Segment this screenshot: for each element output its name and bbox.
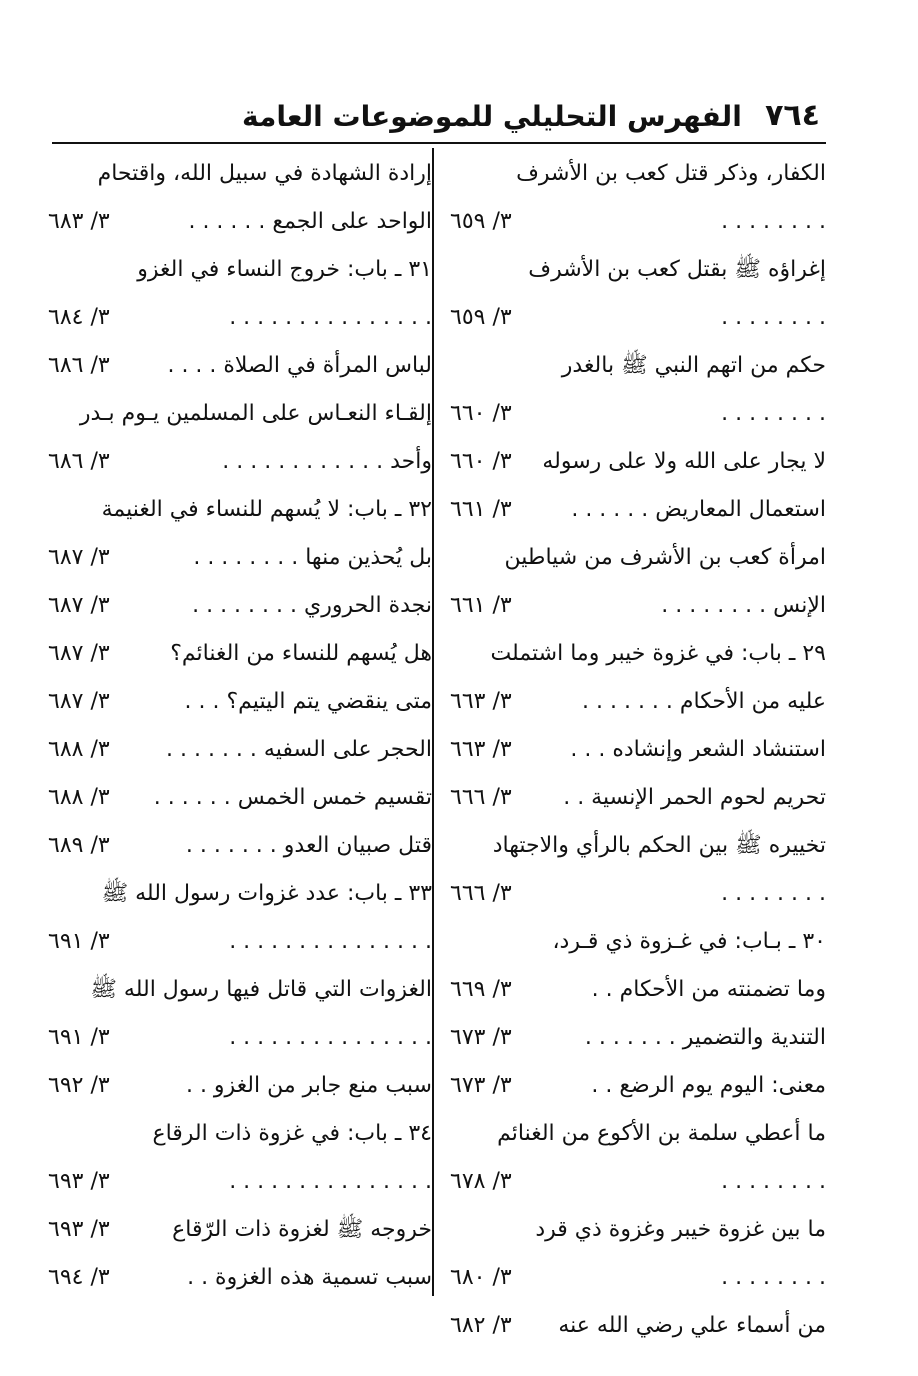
index-entry xyxy=(450,198,826,246)
index-entry xyxy=(450,726,826,774)
index-entry xyxy=(450,1110,826,1158)
index-entry xyxy=(450,294,826,342)
index-entry xyxy=(48,630,432,678)
index-entry-text: الحجر على السفيه . . . . . . . xyxy=(166,737,432,762)
index-entry xyxy=(450,582,826,630)
index-entry-reference: ٣/ ٦٨٧ xyxy=(48,689,110,714)
index-entry xyxy=(48,1014,432,1062)
index-entry xyxy=(450,822,826,870)
index-entry xyxy=(48,774,432,822)
index-entry xyxy=(450,534,826,582)
index-entry-reference: ٣/ ٦٩٤ xyxy=(48,1265,110,1290)
index-entry-text: حكم من اتهم النبي ﷺ بالغدر xyxy=(561,353,826,378)
index-entry xyxy=(450,630,826,678)
index-entry-reference: ٣/ ٦٨٣ xyxy=(48,209,110,234)
index-entry-text: إلقـاء النعـاس على المسلمين يـوم بـدر xyxy=(79,401,432,426)
index-entry-text: . . . . . . . . xyxy=(721,1169,826,1194)
index-column-left xyxy=(48,150,432,1302)
index-entry-text: لباس المرأة في الصلاة . . . . xyxy=(167,353,432,378)
index-entry-reference: ٣/ ٦٩١ xyxy=(48,929,110,954)
index-entry xyxy=(450,918,826,966)
index-entry xyxy=(48,294,432,342)
index-entry xyxy=(48,582,432,630)
index-entry-reference: ٣/ ٦٨٢ xyxy=(450,1313,512,1338)
index-entry-reference: ٣/ ٦٦٣ xyxy=(450,689,512,714)
index-entry xyxy=(48,198,432,246)
index-entry-reference: ٣/ ٦٦٩ xyxy=(450,977,512,1002)
index-entry-text: . . . . . . . . . . . . . . . xyxy=(229,1169,432,1194)
index-entry xyxy=(450,1302,826,1350)
index-entry-reference: ٣/ ٦٦٠ xyxy=(450,449,512,474)
index-entry-text: ٢٩ ـ باب: في غزوة خيبر وما اشتملت xyxy=(490,641,826,666)
index-entry-reference: ٣/ ٦٨٦ xyxy=(48,449,110,474)
index-entry-reference: ٣/ ٦٩٢ xyxy=(48,1073,110,1098)
index-entry-text: خروجه ﷺ لغزوة ذات الرّقاع xyxy=(172,1217,432,1242)
index-entry-text: الكفار، وذكر قتل كعب بن الأشرف xyxy=(516,161,826,186)
index-entry-reference: ٣/ ٦٨٦ xyxy=(48,353,110,378)
index-entry-text: . . . . . . . . . . . . . . . xyxy=(229,1025,432,1050)
index-entry-reference: ٣/ ٦٧٣ xyxy=(450,1073,512,1098)
index-entry-reference: ٣/ ٦٨٧ xyxy=(48,545,110,570)
page-number: ٧٦٤ xyxy=(765,98,820,133)
index-entry-text: ٣٣ ـ باب: عدد غزوات رسول الله ﷺ xyxy=(101,881,432,906)
index-entry-reference: ٣/ ٦٩٣ xyxy=(48,1169,110,1194)
index-entry xyxy=(450,1014,826,1062)
index-entry xyxy=(48,150,432,198)
index-entry xyxy=(48,918,432,966)
index-entry-text: قتل صبيان العدو . . . . . . . xyxy=(185,833,432,858)
index-entry-text: . . . . . . . . . . . . . . . xyxy=(229,929,432,954)
index-entry-text: ٣٢ ـ باب: لا يُسهم للنساء في الغنيمة xyxy=(101,497,432,522)
index-entry-text: . . . . . . . . xyxy=(721,209,826,234)
index-entry xyxy=(450,438,826,486)
index-entry-text: هل يُسهم للنساء من الغنائم؟ xyxy=(170,641,432,666)
index-entry xyxy=(450,966,826,1014)
index-entry xyxy=(48,390,432,438)
index-entry xyxy=(48,678,432,726)
index-entry-text: تحريم لحوم الحمر الإنسية . . xyxy=(563,785,826,810)
index-entry xyxy=(48,1206,432,1254)
index-entry-text: معنى: اليوم يوم الرضع . . xyxy=(591,1073,826,1098)
index-entry-text: ٣٤ ـ باب: في غزوة ذات الرقاع xyxy=(152,1121,432,1146)
index-entry-text: . . . . . . . . xyxy=(721,305,826,330)
index-entry xyxy=(48,1110,432,1158)
index-entry xyxy=(48,1254,432,1302)
index-entry-text: سبب تسمية هذه الغزوة . . xyxy=(187,1265,432,1290)
index-entry-reference: ٣/ ٦٥٩ xyxy=(450,209,512,234)
index-entry-text: امرأة كعب بن الأشرف من شياطين xyxy=(504,545,826,570)
index-entry xyxy=(48,342,432,390)
index-entry xyxy=(48,822,432,870)
index-entry-reference: ٣/ ٦٨٩ xyxy=(48,833,110,858)
index-entry xyxy=(450,342,826,390)
index-entry-reference: ٣/ ٦٥٩ xyxy=(450,305,512,330)
index-entry-text: . . . . . . . . xyxy=(721,881,826,906)
index-entry xyxy=(48,870,432,918)
index-entry xyxy=(450,774,826,822)
index-entry-text: استنشاد الشعر وإنشاده . . . xyxy=(570,737,826,762)
index-entry-text: الواحد على الجمع . . . . . . xyxy=(188,209,432,234)
index-entry-text: متى ينقضي يتم اليتيم؟ . . . xyxy=(184,689,432,714)
index-entry xyxy=(48,1158,432,1206)
index-entry xyxy=(450,1206,826,1254)
index-entry-text: التندية والتضمير . . . . . . . xyxy=(584,1025,826,1050)
index-entry-text: وأحد . . . . . . . . . . . . xyxy=(222,449,432,474)
index-entry-text: بل يُحذين منها . . . . . . . . xyxy=(193,545,432,570)
index-entry-text: لا يجار على الله ولا على رسوله xyxy=(542,449,826,474)
index-entry xyxy=(450,486,826,534)
index-entry-reference: ٣/ ٦٧٣ xyxy=(450,1025,512,1050)
index-entry-reference: ٣/ ٦٦٣ xyxy=(450,737,512,762)
index-entry-text: . . . . . . . . xyxy=(721,1265,826,1290)
index-entry xyxy=(450,1062,826,1110)
index-entry xyxy=(450,1158,826,1206)
index-entry-text: . . . . . . . . . . . . . . . xyxy=(229,305,432,330)
index-entry-text: نجدة الحروري . . . . . . . . xyxy=(192,593,432,618)
index-entry-text: الإنس . . . . . . . . xyxy=(661,593,826,618)
index-column-right xyxy=(450,150,826,1350)
index-entry-text: تقسيم خمس الخمس . . . . . . xyxy=(153,785,432,810)
index-entry xyxy=(48,966,432,1014)
index-entry-text: وما تضمنته من الأحكام . . xyxy=(591,977,826,1002)
index-entry-text: ٣٠ ـ بـاب: في غـزوة ذي قـرد، xyxy=(552,929,826,954)
index-entry-reference: ٣/ ٦٨٨ xyxy=(48,785,110,810)
index-entry-text: سبب منع جابر من الغزو . . xyxy=(185,1073,432,1098)
index-entry-reference: ٣/ ٦٨٧ xyxy=(48,641,110,666)
index-entry xyxy=(450,390,826,438)
index-entry xyxy=(450,246,826,294)
page-header xyxy=(52,92,826,144)
index-entry xyxy=(450,1254,826,1302)
index-entry-text: . . . . . . . . xyxy=(721,401,826,426)
index-entry xyxy=(450,870,826,918)
index-entry-reference: ٣/ ٦٩٣ xyxy=(48,1217,110,1242)
index-entry-text: استعمال المعاريض . . . . . . xyxy=(571,497,826,522)
index-entry-text: تخييره ﷺ بين الحكم بالرأي والاجتهاد xyxy=(492,833,826,858)
index-entry-text: من أسماء علي رضي الله عنه xyxy=(558,1313,826,1338)
index-entry-text: ٣١ ـ باب: خروج النساء في الغزو xyxy=(137,257,432,282)
index-entry xyxy=(48,246,432,294)
index-entry-text: الغزوات التي قاتل فيها رسول الله ﷺ xyxy=(90,977,432,1002)
index-entry-reference: ٣/ ٦٦١ xyxy=(450,497,512,522)
index-entry-reference: ٣/ ٦٦٠ xyxy=(450,401,512,426)
index-entry-text: عليه من الأحكام . . . . . . . xyxy=(582,689,826,714)
index-entry xyxy=(48,1062,432,1110)
index-entry xyxy=(48,726,432,774)
index-entry-reference: ٣/ ٦٦٦ xyxy=(450,785,512,810)
index-entry-text: إرادة الشهادة في سبيل الله، واقتحام xyxy=(97,161,432,186)
index-entry-text: ما أعطي سلمة بن الأكوع من الغنائم xyxy=(497,1121,826,1146)
running-title: الفهرس التحليلي للموضوعات العامة xyxy=(242,100,742,133)
index-entry xyxy=(450,150,826,198)
index-entry-reference: ٣/ ٦٦٦ xyxy=(450,881,512,906)
index-entry-reference: ٣/ ٦٨٤ xyxy=(48,305,110,330)
index-entry-reference: ٣/ ٦٩١ xyxy=(48,1025,110,1050)
index-entry xyxy=(48,486,432,534)
column-divider xyxy=(432,148,434,1296)
index-entry-reference: ٣/ ٦٦١ xyxy=(450,593,512,618)
index-entry-reference: ٣/ ٦٨٨ xyxy=(48,737,110,762)
index-entry-reference: ٣/ ٦٨٧ xyxy=(48,593,110,618)
index-entry-reference: ٣/ ٦٨٠ xyxy=(450,1265,512,1290)
index-entry-text: ما بين غزوة خيبر وغزوة ذي قرد xyxy=(535,1217,826,1242)
index-entry-reference: ٣/ ٦٧٨ xyxy=(450,1169,512,1194)
index-entry xyxy=(48,438,432,486)
index-entry-text: إغراؤه ﷺ بقتل كعب بن الأشرف xyxy=(528,257,826,282)
index-entry xyxy=(48,534,432,582)
index-entry xyxy=(450,678,826,726)
